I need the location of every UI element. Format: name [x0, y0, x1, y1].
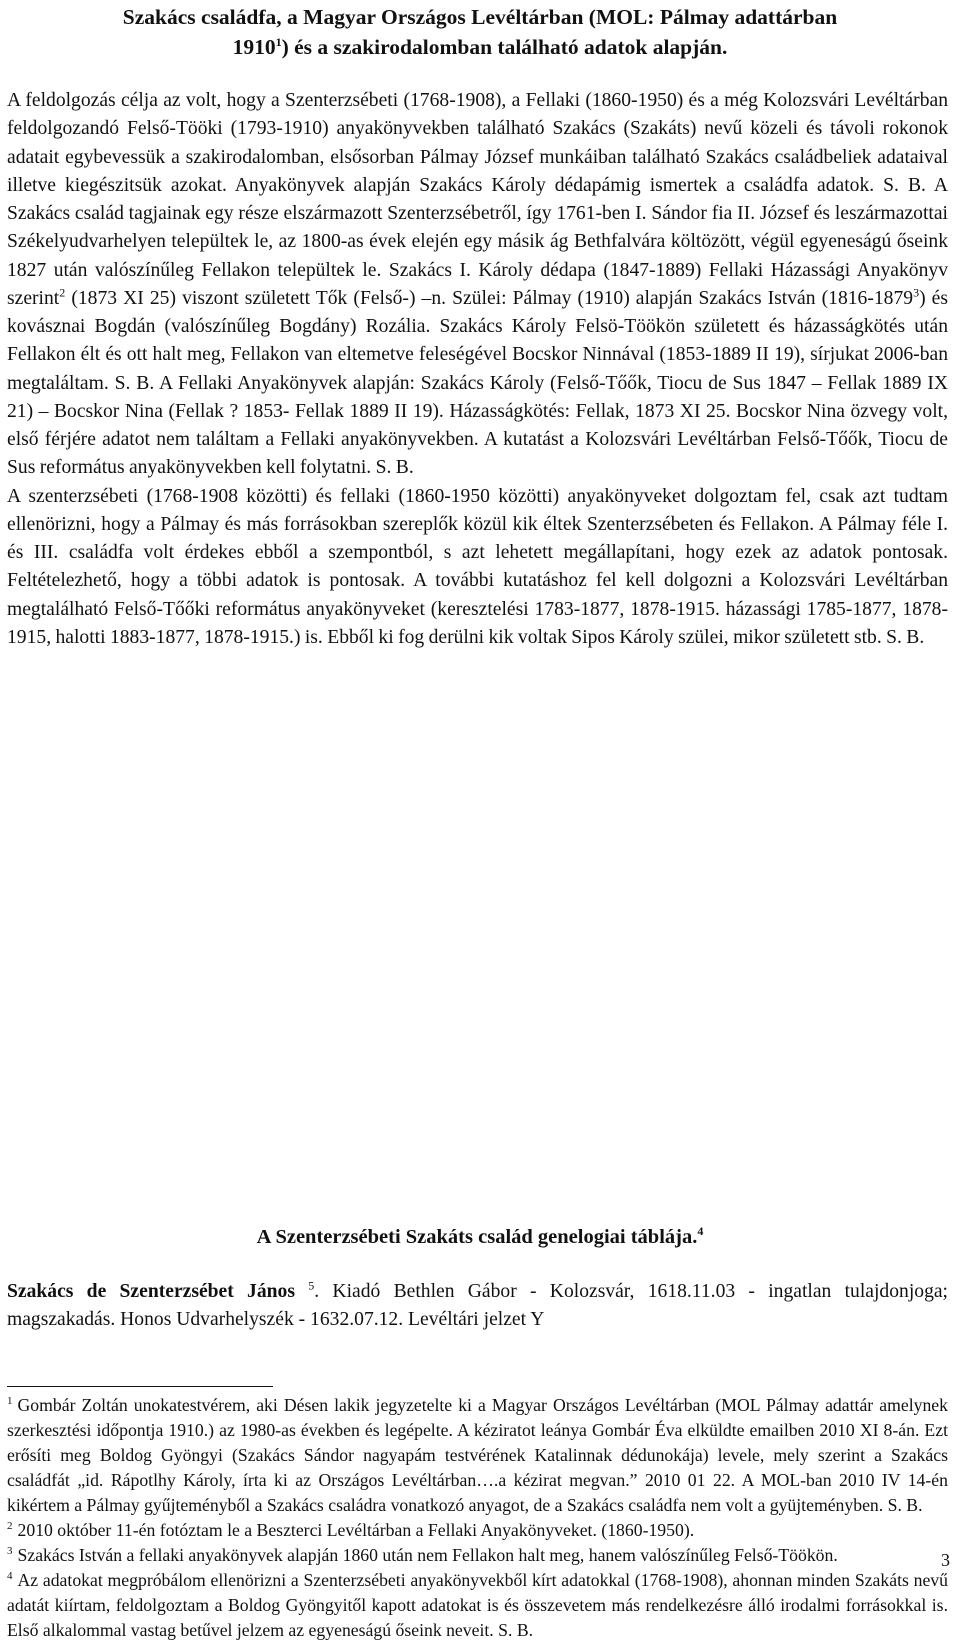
footnote-1-number: 1: [7, 1395, 13, 1408]
heading-line-2b: ) és a szakirodalomban található adatok alapján.: [281, 35, 728, 59]
footnote-separator: [7, 1386, 273, 1387]
footnote-1-text: Gombár Zoltán unokatestvérem, aki Désen lakik jegyzetelte ki a Magyar Országos Levéltárban (MOL Pálmay adattár amelynek szerkesztési időpontja 1910.) az 1980-as években és legépelte. A kéziratot leánya Gombár Éva elküldte emailben 2010 XI 8-án. Ezt erősíti meg Boldog Gyöngyi (Szakács Sándor nagyapám testvérének Katalinnak dédunokája) levele, mely szerint a Szakács családfát „id. Rápotlhy Károly, írta ki az Országos Levéltárban….a kézirat megvan.” 2010 01 22. A MOL-ban 2010 IV 14-én kikértem a Pálmay gyűjteményből a Szakács családra vonatkozó anyagot, de a Szakács családfa nem volt a gyüjteményben. S. B.: [7, 1395, 948, 1515]
body-text: [7, 87, 948, 652]
footnote-4-text: Az adatokat megpróbálom ellenörizni a Szenterzsébeti anyakönyvekből kírt adatokkal (1768-1908), ahonnan minden Szakáts nevű adatát kiírtam, feldolgoztam a Boldog Gyöngyitől kapott adatokat is és összevetem más rendelkezésre álló irodalmi forrásokkal is. Első alkalommal vastag betűvel jelzem az egyeneságú őseink neveit. S. B.: [7, 1570, 948, 1640]
footnote-2-text: 2010 október 11-én fotóztam le a Beszterci Levéltárban a Fellaki Anyakönyveket. (1860-1950).: [17, 1520, 695, 1540]
footnote-4: [7, 1568, 948, 1643]
footnote-ref-3[interactable]: 3: [913, 285, 920, 300]
paragraph-1-part-b: (1873 XI 25) viszont született Tők (Felső-) –n. Szülei: Pálmay (1910) alapján Szakács István (1816-1879: [65, 287, 914, 309]
footnote-3-number: 3: [7, 1545, 13, 1558]
footnote-3-text: Szakács István a fellaki anyakönyvek alapján 1860 után nem Fellakon halt meg, hanem valószínűleg Felső-Töökön.: [17, 1545, 838, 1565]
entry-text: . Kiadó Bethlen Gábor - Kolozsvár, 1618.11.03 - ingatlan tulajdonjoga; magszakadás. Honos Udvarhelyszék - 1632.07.12. Levéltári jelzet Y: [7, 1281, 949, 1331]
genealogy-entry: [7, 1278, 948, 1335]
heading-line-1: Szakács családfa, a Magyar Országos Levéltárban (MOL: Pálmay adattárban: [122, 5, 838, 29]
page-number: 3: [941, 1550, 950, 1570]
heading-line-2a: 1910: [232, 35, 276, 59]
footnote-1: [7, 1393, 948, 1518]
paragraph-1-part-c: ) és kovásznai Bogdán (valószínűleg Bogdány) Rozália. Szakács Károly Felsö-Töökön született és házasságkötés után Fellakon élt és ott halt meg, Fellakon van eltemetve feleségével Bocskor Ninnával (1853-1889 II 19), sírjukat 2006-ban megtaláltam. S. B. A Fellaki Anyakönyvek alapján: Szakács Károly (Felső-Tőők, Tiocu de Sus 1847 – Fellak 1889 IX 21) – Bocskor Nina (Fellak ? 1853- Fellak 1889 II 19). Házasságkötés: Fellak, 1873 XI 25. Bocskor Nina özvegy volt, első férjére adatot nem találtam a Fellaki anyakönyvekben. A kutatást a Kolozsvári Levéltárban Felső-Tőők, Tiocu de Sus református anyakönyvekben kell folytatni. S. B.: [7, 287, 948, 479]
footnote-ref-2[interactable]: 2: [59, 285, 66, 300]
footnotes: [7, 1393, 948, 1643]
footnote-4-number: 4: [7, 1570, 13, 1583]
paragraph-1: [7, 87, 948, 483]
footnote-2-number: 2: [7, 1520, 13, 1533]
document-heading: [40, 2, 920, 62]
footnote-2: [7, 1518, 948, 1543]
footnote-ref-5[interactable]: 5: [308, 1278, 315, 1293]
entry-name: Szakács de Szenterzsébet János: [7, 1281, 295, 1302]
section-title-text: A Szenterzsébeti Szakáts család genelogiai táblája: [256, 1226, 693, 1248]
paragraph-1-part-a: A feldolgozás célja az volt, hogy a Szenterzsébeti (1768-1908), a Fellaki (1860-1950) és a még Kolozsvári Levéltárban feldolgozandó Felső-Tööki (1793-1910) anyakönyvekben található Szakács (Szakáts) nevű közeli és távoli rokonok adatait egybevessük a szakirodalomban, elsősorban Pálmay József munkáiban található Szakács családbeliek adataival illetve kiegészitsük azokat. Anyakönyvek alapján Szakács Károly dédapámig ismertek a családfa adatok. S. B. A Szakács család tagjainak egy része elszármazott Szenterzsébetről, így 1761-ben I. Sándor fia II. József és leszármazottai Székelyudvarhelyen települtek le, az 1800-as évek elején egy másik ág Bethfalvára költözött, végül egyeneságú őseink 1827 után valószínűleg Fellakon települtek le. Szakács I. Károly dédapa (1847-1889) Fellaki Házassági Anyakönyv szerint: [7, 90, 948, 309]
footnote-ref-1[interactable]: 1: [275, 34, 282, 49]
section-title: [40, 1223, 920, 1251]
section-title-period: .: [692, 1226, 698, 1248]
paragraph-2: A szenterzsébeti (1768-1908 közötti) és fellaki (1860-1950 közötti) anyakönyveket dolgoztam fel, csak azt tudtam ellenörizni, hogy a Pálmay és más forrásokban szereplők közül kik éltek Szenterzsébeten és Fellakon. A Pálmay féle I. és III. családfa volt érdekes ebből a szempontból, s azt lehetett megállapítani, hogy ezek az adatok pontosak. Feltételezhető, hogy a többi adatok is pontosak. A további kutatáshoz fel kell dolgozni a Kolozsvári Levéltárban megtalálható Felső-Tőőki református anyakönyveket (keresztelési 1783-1877, 1878-1915. házassági 1785-1877, 1878-1915, halotti 1883-1877, 1878-1915.) is. Ebből ki fog derülni kik voltak Sipos Károly szülei, mikor született stb. S. B.: [7, 485, 948, 648]
footnote-3: [7, 1543, 948, 1568]
footnote-ref-4[interactable]: 4: [697, 1224, 704, 1239]
